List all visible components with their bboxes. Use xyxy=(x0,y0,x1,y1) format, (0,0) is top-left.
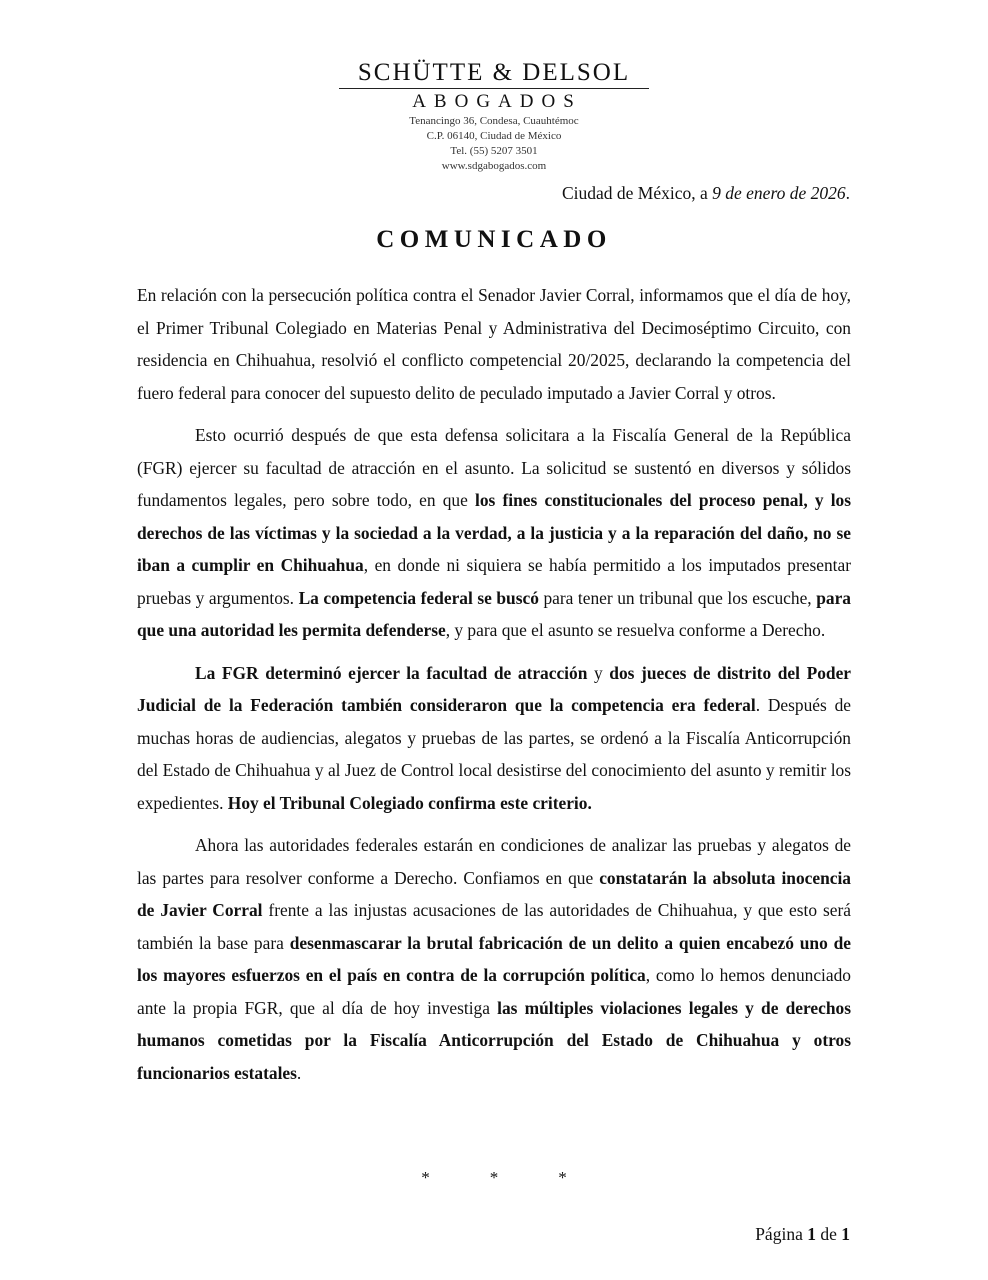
paragraph-2-text: para tener un tribunal que los escuche, xyxy=(538,587,817,608)
paragraph-1: En relación con la persecución política contra el Senador Javier Corral, informamos que el día de hoy, el Primer Tribunal Colegiado en Materias Penal y Administrativa del Decimoséptimo Circuito, con residencia en Chihuahua, resolvió el conflicto competencial 20/2025, declarando la competencia del fuero federal para conocer del supuesto delito de peculado imputado a Javier Corral y otros. xyxy=(137,285,851,403)
paragraph-3-bold: Hoy el Tribunal Colegiado confirma este criterio. xyxy=(227,792,592,813)
letterhead-rule xyxy=(339,88,649,89)
paragraph-4-bold: desenmascarar la brutal fabricación de un delito a quien encabezó uno de los mayores esfuerzos en el país en contra de la corrupción política xyxy=(137,932,851,985)
paragraph-4-text: Ahora las autoridades federales estarán en condiciones de analizar las pruebas y alegatos de las partes para resolver conforme a Derecho. Confiamos en que xyxy=(137,835,851,888)
paragraph-3-text: y xyxy=(587,662,610,683)
paragraph-4 xyxy=(137,829,851,1089)
address-line-1: Tenancingo 36, Condesa, Cuauhtémoc xyxy=(409,115,579,127)
paragraph-2 xyxy=(137,419,851,647)
paragraph-3-bold: dos jueces de distrito del Poder Judicial de la Federación también consideraron que la competencia era federal xyxy=(137,662,852,715)
dateline-date: 9 de enero de 2026 xyxy=(712,183,846,203)
dateline-end: . xyxy=(845,183,850,203)
paragraph-4-text: frente a las injustas acusaciones de las autoridades de Chihuahua, y que esto será también la base para xyxy=(137,900,851,953)
page-total: 1 xyxy=(841,1224,850,1244)
letterhead xyxy=(0,58,988,174)
paragraph-4-text: . xyxy=(296,1062,302,1083)
separator-star: * xyxy=(489,1168,499,1187)
firm-name: SCHÜTTE & DELSOL xyxy=(357,59,631,86)
paragraph-2-bold: La competencia federal se buscó xyxy=(298,587,539,608)
paragraph-2-bold: para que una autoridad les permita defenderse xyxy=(137,587,851,640)
address-line-2: C.P. 06140, Ciudad de México xyxy=(426,130,562,142)
page-current: 1 xyxy=(807,1224,816,1244)
section-separator xyxy=(0,1168,988,1188)
paragraph-3-bold: La FGR determinó ejercer la facultad de atracción xyxy=(195,662,588,683)
firm-subtitle: ABOGADOS xyxy=(412,91,582,112)
document-title: COMUNICADO xyxy=(376,226,612,253)
page-label: Página xyxy=(755,1224,808,1244)
paragraph-2-text: , en donde ni siquiera se había permitido a los imputados presentar pruebas y argumentos. xyxy=(137,555,851,608)
document-body xyxy=(137,279,851,1089)
separator-star: * xyxy=(421,1168,430,1187)
website: www.sdgabogados.com xyxy=(441,160,547,172)
page-number xyxy=(755,1224,850,1245)
paragraph-3 xyxy=(137,657,851,820)
paragraph-2-text: Esto ocurrió después de que esta defensa solicitara a la Fiscalía General de la República (FGR) ejercer su facultad de atracción en el asunto. La solicitud se sustentó en diversos y sólidos fundamentos legales, pero sobre todo, en que xyxy=(137,425,851,510)
page-of: de xyxy=(815,1224,842,1244)
dateline-place: Ciudad de México, a xyxy=(561,183,713,203)
paragraph-3-text: . Después de muchas horas de audiencias, alegatos y pruebas de las partes, se ordenó a la Fiscalía Anticorrupción del Estado de Chihuahua y al Juez de Control local desistirse del conocimiento del asunto y remitir los expedientes. xyxy=(137,695,851,813)
paragraph-4-text: , como lo hemos denunciado ante la propia FGR, que al día de hoy investiga xyxy=(137,965,851,1018)
paragraph-4-bold: constatarán la absoluta inocencia de Javier Corral xyxy=(137,867,851,920)
phone-number: Tel. (55) 5207 3501 xyxy=(450,145,538,157)
paragraph-4-bold: las múltiples violaciones legales y de derechos humanos cometidas por la Fiscalía Anticorrupción del Estado de Chihuahua y otros funcionarios estatales xyxy=(137,997,851,1083)
dateline xyxy=(562,183,850,204)
paragraph-2-text: , y para que el asunto se resuelva conforme a Derecho. xyxy=(445,620,826,640)
paragraph-2-bold: los fines constitucionales del proceso penal, y los derechos de las víctimas y la sociedad a la verdad, a la justicia y a la reparación del daño, no se iban a cumplir en Chihuahua xyxy=(137,490,851,575)
separator-star: * xyxy=(558,1168,567,1187)
